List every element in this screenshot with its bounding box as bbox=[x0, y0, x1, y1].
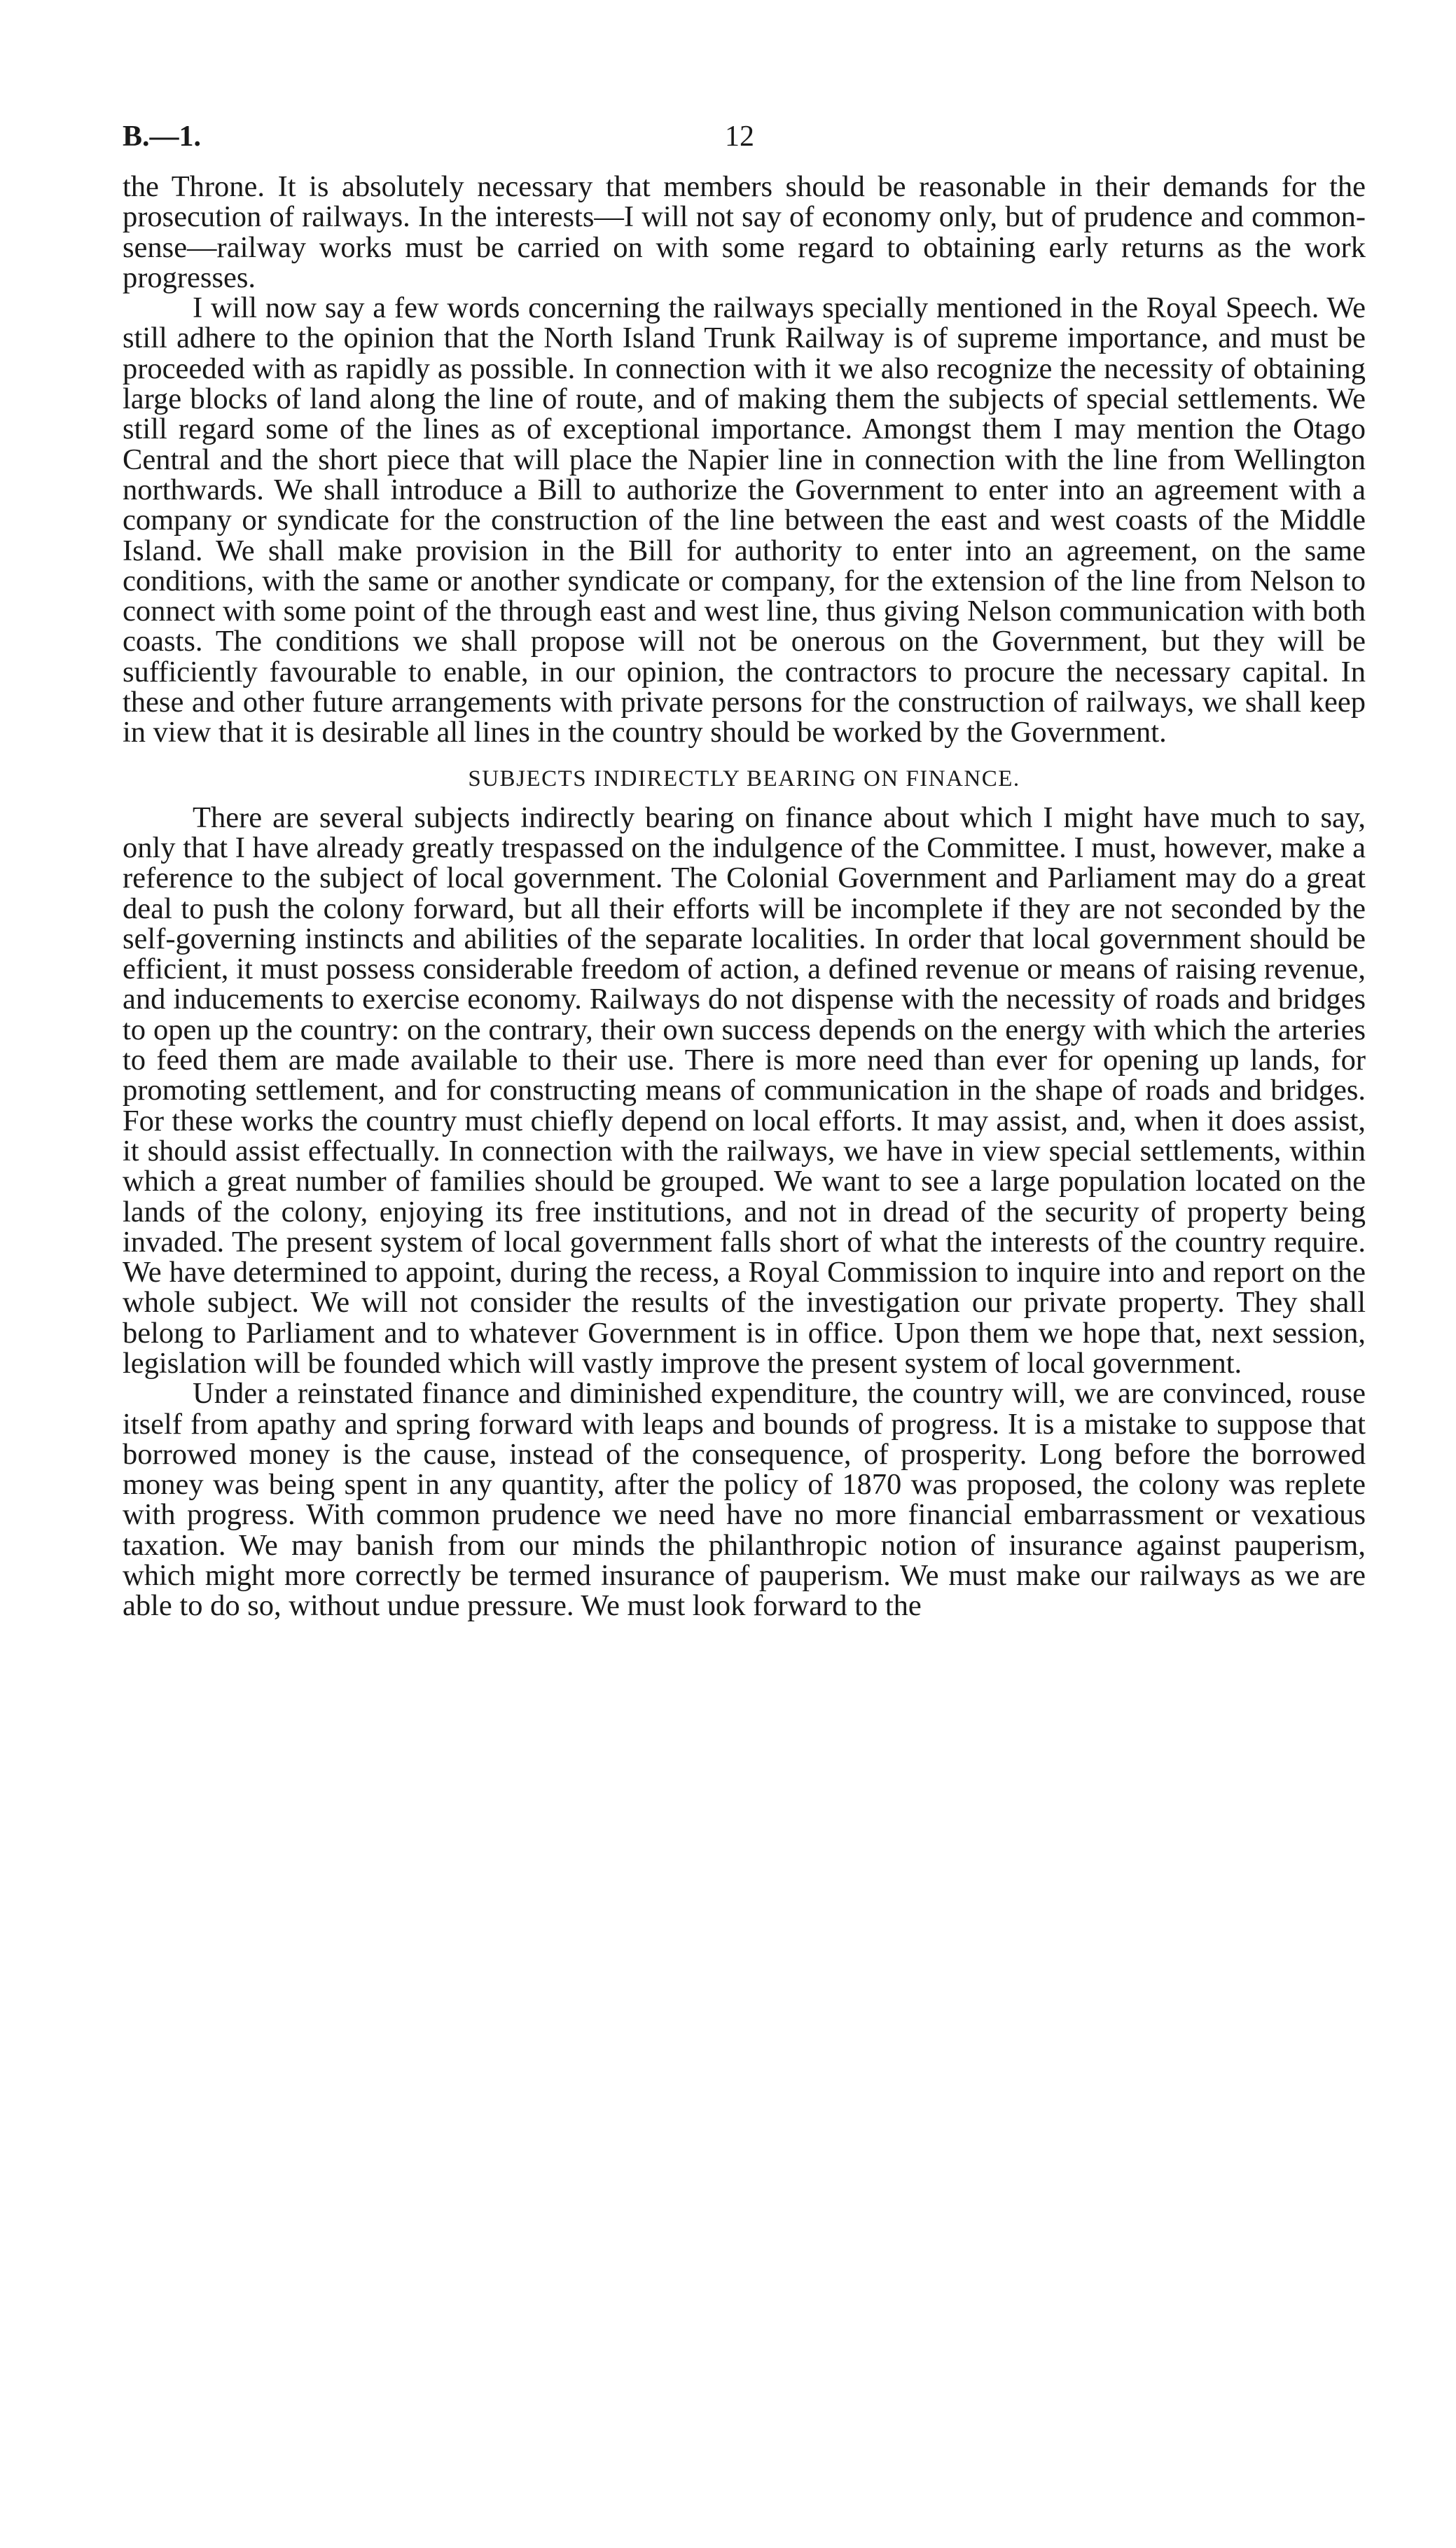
paragraph-railways: I will now say a few words concerning the railways specially mentioned in the Royal Speech. We still adhere to the opinion that the North Island Trunk Railway is of supreme importance, and must be proceeded with as rapidly as possible. In connection with it we also recognize the necessity of obtaining large blocks of land along the line of route, and of making them the subjects of special settlements. We still regard some of the lines as of exceptional importance. Amongst them I may mention the Otago Central and the short piece that will place the Napier line in connection with the line from Wellington northwards. We shall introduce a Bill to authorize the Government to enter into an agreement with a company or syndicate for the construction of the line between the east and west coasts of the Middle Island. We shall make provision in the Bill for authority to enter into an agreement, on the same conditions, with the same or another syndicate or company, for the extension of the line from Nelson to connect with some point of the through east and west line, thus giving Nelson communication with both coasts. The conditions we shall propose will not be onerous on the Government, but they will be sufficiently favourable to enable, in our opinion, the contractors to procure the necessary capital. In these and other future arrangements with private persons for the construction of railways, we shall keep in view that it is desirable all lines in the country should be worked by the Government. bbox=[123, 291, 1366, 749]
paragraph-continuation: the Throne. It is absolutely necessary that members should be reasonable in their demands for the prosecution of railways. In the interests—I will not say of economy only, but of prudence and common-sense—railway works must be carried on with some regard to obtaining early returns as the work progresses. bbox=[123, 170, 1366, 294]
section-heading: SUBJECTS INDIRECTLY BEARING ON FINANCE. bbox=[468, 766, 1020, 791]
document-page bbox=[123, 116, 1366, 1621]
body-text bbox=[123, 172, 1366, 1621]
page-header bbox=[123, 116, 1366, 172]
paragraph-local-government: There are several subjects indirectly bearing on finance about which I might have much to say, only that I have already greatly trespassed on the indulgence of the Committee. I must, however, make a reference to the subject of local government. The Colonial Government and Parliament may do a great deal to push the colony forward, but all their efforts will be incomplete if they are not seconded by the self-governing instincts and abilities of the separate localities. In order that local government should be efficient, it must possess considerable freedom of action, a defined revenue or means of raising revenue, and inducements to exercise economy. Railways do not dispense with the necessity of roads and bridges to open up the country: on the contrary, their own success depends on the energy with which the arteries to feed them are made available to their use. There is more need than ever for opening up lands, for promoting settlement, and for constructing means of communication in the shape of roads and bridges. For these works the country must chiefly depend on local efforts. It may assist, and, when it does assist, it should assist effectually. In connection with the railways, we have in view special settlements, within which a great number of families should be grouped. We want to see a large population located on the lands of the colony, enjoying its free institutions, and not in dread of the security of property being invaded. The present system of local government falls short of what the interests of the country require. We have determined to appoint, during the recess, a Royal Commission to inquire into and report on the whole subject. We will not consider the results of the investigation our private property. They shall belong to Parliament and to whatever Government is in office. Upon them we hope that, next session, legislation will be founded which will vastly improve the present system of local government. bbox=[123, 801, 1366, 1380]
page-number: 12 bbox=[725, 120, 754, 153]
document-reference: B.—1. bbox=[123, 120, 202, 153]
paragraph-progress: Under a reinstated finance and diminished expenditure, the country will, we are convinced, rouse itself from apathy and spring forward with leaps and bounds of progress. It is a mistake to suppose that borrowed money is the cause, instead of the consequence, of prosperity. Long before the borrowed money was being spent in any quantity, after the policy of 1870 was proposed, the colony was replete with progress. With common prudence we need have no more financial embarrassment or vexatious taxation. We may banish from our minds the philanthropic notion of insurance against pauperism, which might more correctly be termed insurance of pauperism. We must make our railways as we are able to do so, without undue pressure. We must look forward to the bbox=[123, 1377, 1366, 1623]
